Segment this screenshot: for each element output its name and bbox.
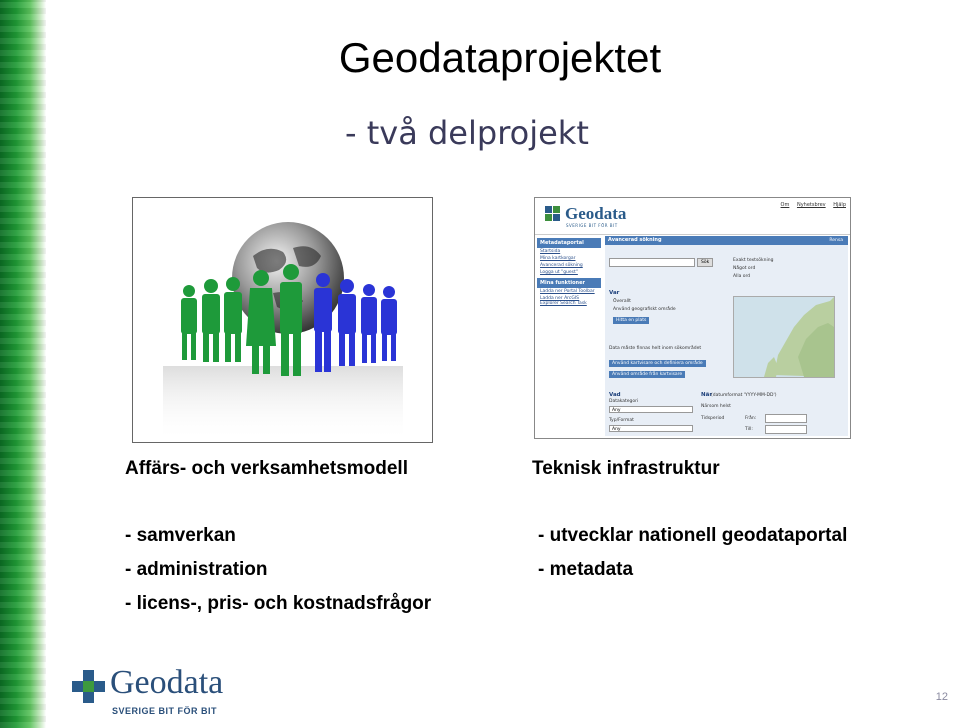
- checkbox-inom-omrade[interactable]: Data måste finnas helt inom sökområdet: [609, 346, 702, 351]
- geodata-portal-screenshot: [534, 197, 851, 439]
- typformat-label: Typ/Format: [609, 418, 634, 423]
- left-bullet-list: [125, 519, 431, 621]
- search-button[interactable]: Sök: [697, 258, 713, 267]
- radio-exakt[interactable]: Exakt textsökning: [733, 258, 774, 263]
- var-label: Var: [609, 290, 620, 296]
- sidebar-item-avancerad[interactable]: Avancerad sökning: [540, 263, 583, 268]
- radio-alla-ord[interactable]: Alla ord: [733, 274, 751, 279]
- typformat-select[interactable]: Any: [609, 425, 693, 432]
- map-viewer[interactable]: [733, 296, 835, 378]
- right-heading: Teknisk infrastruktur: [532, 458, 720, 479]
- scandinavia-map: [734, 297, 834, 377]
- datakategori-select[interactable]: Any: [609, 406, 693, 413]
- nar-label: När: [701, 392, 713, 398]
- radio-nagot-ord[interactable]: Något ord: [733, 266, 756, 271]
- place-button[interactable]: Hitta en plats: [613, 317, 649, 324]
- link-hjalp[interactable]: Hjälp: [833, 202, 846, 208]
- from-input[interactable]: [765, 414, 807, 423]
- to-input[interactable]: [765, 425, 807, 434]
- from-label: Från:: [745, 416, 757, 421]
- geodata-footer-logo: [72, 664, 262, 720]
- right-bullet: - utvecklar nationell geodataportal: [538, 525, 848, 546]
- radio-overallt[interactable]: Överallt: [613, 299, 631, 304]
- right-bullet-list: [538, 519, 847, 587]
- portal-sidebar: [537, 236, 601, 307]
- define-area-button[interactable]: Använd kartvisare och definiera område: [609, 360, 706, 367]
- datakategori-label: Datakategori: [609, 399, 639, 404]
- nar-hint: (datumformat 'YYYY-MM-DD'): [711, 393, 777, 398]
- portal-logo-tagline: SVERIGE BIT FÖR BIT: [566, 223, 618, 228]
- footer-logo-name: Geodata: [110, 664, 224, 701]
- link-nyhetsbrev[interactable]: Nyhetsbrev: [796, 202, 826, 208]
- sidebar-header-metadataportal: Metadataportal: [537, 238, 601, 248]
- green-side-bar: [0, 0, 46, 728]
- radio-tidsperiod[interactable]: Tidsperiod: [701, 416, 725, 421]
- page-number: 12: [935, 691, 948, 703]
- geodata-cross-icon: [72, 670, 106, 704]
- right-bullet: - metadata: [538, 559, 634, 580]
- to-label: Till:: [745, 427, 753, 432]
- use-area-button[interactable]: Använd område från kartvisare: [609, 371, 685, 378]
- portal-header: [535, 198, 850, 235]
- page-subtitle: - två delprojekt: [345, 114, 589, 152]
- sidebar-header-funktioner: Mina funktioner: [537, 278, 601, 288]
- vad-label: Vad: [609, 392, 621, 398]
- sidebar-item-logout[interactable]: Logga ut "guest": [540, 270, 578, 275]
- main-title-bar: Avancerad sökning: [605, 236, 848, 245]
- radio-geografiskt[interactable]: Använd geografiskt område: [613, 307, 676, 312]
- reset-button[interactable]: Rensa: [826, 237, 846, 244]
- left-bullet: - administration: [125, 559, 268, 580]
- portal-top-links: [775, 202, 846, 208]
- left-heading: Affärs- och verksamhetsmodell: [125, 458, 408, 479]
- link-om[interactable]: Om: [780, 202, 790, 208]
- page-title: Geodataprojektet: [338, 34, 662, 81]
- footer-logo-tagline: SVERIGE BIT FÖR BIT: [112, 706, 218, 716]
- geodata-logo-icon: [545, 206, 561, 222]
- left-bullet: - samverkan: [125, 525, 236, 546]
- search-input[interactable]: [609, 258, 695, 267]
- left-bullet: - licens-, pris- och kostnadsfrågor: [125, 593, 432, 614]
- portal-main-panel: [605, 236, 848, 436]
- sidebar-item-arcgis[interactable]: Ladda ner ArcGIS Explorer Search Task: [540, 296, 587, 306]
- sidebar-item-toolbar[interactable]: Ladda ner Portal Toolbar: [540, 289, 595, 294]
- sidebar-item-kartkorgar[interactable]: Mina kartkorgar: [540, 256, 576, 261]
- people-globe-illustration: [133, 198, 432, 442]
- radio-narsom[interactable]: Närsom helst: [701, 404, 731, 409]
- sidebar-item-startsida[interactable]: Startsida: [540, 249, 561, 254]
- business-people-image: [132, 197, 433, 443]
- portal-logo-name: Geodata: [565, 204, 627, 223]
